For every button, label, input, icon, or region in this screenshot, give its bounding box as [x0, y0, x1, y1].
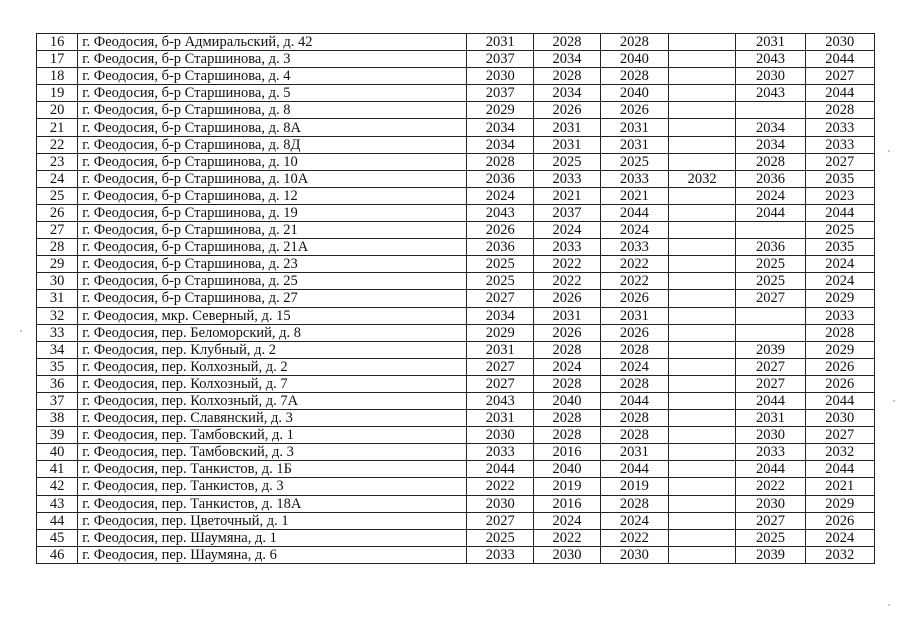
- year-cell-3: 2025: [600, 153, 668, 170]
- year-cell-1: 2022: [467, 478, 534, 495]
- year-cell-2: 2026: [534, 324, 600, 341]
- table-row: [37, 392, 875, 409]
- address-cell: г. Феодосия, пер. Шаумяна, д. 1: [78, 529, 467, 546]
- table-row: [37, 341, 875, 358]
- address-cell: г. Феодосия, б-р Старшинова, д. 3: [78, 51, 467, 68]
- year-cell-2: 2031: [534, 136, 600, 153]
- year-cell-3: 2031: [600, 444, 668, 461]
- year-cell-4: [668, 290, 735, 307]
- row-number-cell: 45: [37, 529, 78, 546]
- address-cell: г. Феодосия, б-р Старшинова, д. 10: [78, 153, 467, 170]
- year-cell-6: 2024: [805, 256, 874, 273]
- year-cell-4: [668, 341, 735, 358]
- year-cell-1: 2031: [467, 341, 534, 358]
- address-cell: г. Феодосия, пер. Колхозный, д. 7А: [78, 392, 467, 409]
- year-cell-6: 2023: [805, 187, 874, 204]
- year-cell-4: [668, 444, 735, 461]
- address-cell: г. Феодосия, б-р Адмиральский, д. 42: [78, 34, 467, 51]
- table-row: [37, 153, 875, 170]
- year-cell-1: 2030: [467, 68, 534, 85]
- year-cell-2: 2028: [534, 427, 600, 444]
- year-cell-1: 2034: [467, 307, 534, 324]
- table-row: [37, 461, 875, 478]
- row-number-cell: 43: [37, 495, 78, 512]
- address-cell: г. Феодосия, б-р Старшинова, д. 8Д: [78, 136, 467, 153]
- year-cell-6: 2028: [805, 324, 874, 341]
- year-cell-2: 2019: [534, 478, 600, 495]
- year-cell-4: [668, 136, 735, 153]
- year-cell-1: 2027: [467, 358, 534, 375]
- year-cell-4: [668, 256, 735, 273]
- year-cell-4: [668, 119, 735, 136]
- year-cell-3: 2026: [600, 324, 668, 341]
- row-number-cell: 33: [37, 324, 78, 341]
- year-cell-5: 2027: [736, 358, 805, 375]
- year-cell-2: 2031: [534, 307, 600, 324]
- table-row: [37, 427, 875, 444]
- table-row: [37, 222, 875, 239]
- address-cell: г. Феодосия, б-р Старшинова, д. 27: [78, 290, 467, 307]
- table-row: [37, 85, 875, 102]
- year-cell-6: 2024: [805, 273, 874, 290]
- address-cell: г. Феодосия, б-р Старшинова, д. 25: [78, 273, 467, 290]
- year-cell-6: 2026: [805, 375, 874, 392]
- year-cell-4: [668, 529, 735, 546]
- year-cell-4: [668, 68, 735, 85]
- year-cell-2: 2026: [534, 290, 600, 307]
- year-cell-3: 2026: [600, 102, 668, 119]
- year-cell-2: 2016: [534, 495, 600, 512]
- row-number-cell: 30: [37, 273, 78, 290]
- table-row: [37, 68, 875, 85]
- year-cell-1: 2034: [467, 136, 534, 153]
- address-cell: г. Феодосия, пер. Танкистов, д. 18А: [78, 495, 467, 512]
- year-cell-5: 2028: [736, 153, 805, 170]
- year-cell-1: 2025: [467, 273, 534, 290]
- address-cell: г. Феодосия, б-р Старшинова, д. 23: [78, 256, 467, 273]
- row-number-cell: 17: [37, 51, 78, 68]
- year-cell-6: 2030: [805, 410, 874, 427]
- table-row: [37, 51, 875, 68]
- year-cell-1: 2037: [467, 51, 534, 68]
- address-cell: г. Феодосия, пер. Тамбовский, д. 3: [78, 444, 467, 461]
- year-cell-2: 2022: [534, 256, 600, 273]
- year-cell-6: 2029: [805, 495, 874, 512]
- row-number-cell: 29: [37, 256, 78, 273]
- table-row: [37, 375, 875, 392]
- address-cell: г. Феодосия, пер. Шаумяна, д. 6: [78, 546, 467, 563]
- year-cell-1: 2029: [467, 102, 534, 119]
- address-cell: г. Феодосия, пер. Тамбовский, д. 1: [78, 427, 467, 444]
- year-cell-4: [668, 307, 735, 324]
- year-cell-6: 2021: [805, 478, 874, 495]
- year-cell-3: 2022: [600, 273, 668, 290]
- row-number-cell: 24: [37, 170, 78, 187]
- year-cell-3: 2044: [600, 461, 668, 478]
- year-cell-1: 2030: [467, 427, 534, 444]
- year-cell-1: 2043: [467, 392, 534, 409]
- year-cell-6: 2030: [805, 34, 874, 51]
- year-cell-2: 2022: [534, 529, 600, 546]
- year-cell-2: 2037: [534, 204, 600, 221]
- row-number-cell: 19: [37, 85, 78, 102]
- year-cell-1: 2036: [467, 170, 534, 187]
- year-cell-4: [668, 461, 735, 478]
- year-cell-6: 2033: [805, 136, 874, 153]
- table-row: [37, 290, 875, 307]
- year-cell-5: 2034: [736, 119, 805, 136]
- year-cell-2: 2021: [534, 187, 600, 204]
- row-number-cell: 34: [37, 341, 78, 358]
- year-cell-6: 2024: [805, 529, 874, 546]
- year-cell-4: [668, 153, 735, 170]
- year-cell-3: 2028: [600, 427, 668, 444]
- year-cell-5: 2027: [736, 375, 805, 392]
- year-cell-3: 2030: [600, 546, 668, 563]
- year-cell-5: [736, 324, 805, 341]
- year-cell-1: 2025: [467, 529, 534, 546]
- year-cell-6: 2044: [805, 85, 874, 102]
- year-cell-5: 2034: [736, 136, 805, 153]
- year-cell-4: [668, 102, 735, 119]
- year-cell-6: 2028: [805, 102, 874, 119]
- year-cell-4: [668, 324, 735, 341]
- address-cell: г. Феодосия, пер. Танкистов, д. 1Б: [78, 461, 467, 478]
- row-number-cell: 37: [37, 392, 78, 409]
- row-number-cell: 46: [37, 546, 78, 563]
- row-number-cell: 22: [37, 136, 78, 153]
- year-cell-5: 2024: [736, 187, 805, 204]
- year-cell-5: 2025: [736, 273, 805, 290]
- row-number-cell: 20: [37, 102, 78, 119]
- year-cell-4: [668, 358, 735, 375]
- year-cell-6: 2029: [805, 341, 874, 358]
- year-cell-4: [668, 204, 735, 221]
- year-cell-4: 2032: [668, 170, 735, 187]
- year-cell-5: 2025: [736, 529, 805, 546]
- year-cell-1: 2033: [467, 444, 534, 461]
- year-cell-2: 2024: [534, 358, 600, 375]
- year-cell-2: 2024: [534, 222, 600, 239]
- year-cell-3: 2024: [600, 358, 668, 375]
- year-cell-3: 2028: [600, 341, 668, 358]
- year-cell-5: [736, 222, 805, 239]
- scan-speck: [888, 150, 890, 152]
- year-cell-6: 2033: [805, 119, 874, 136]
- year-cell-1: 2034: [467, 119, 534, 136]
- table-row: [37, 273, 875, 290]
- year-cell-2: 2016: [534, 444, 600, 461]
- year-cell-4: [668, 410, 735, 427]
- table-row: [37, 512, 875, 529]
- row-number-cell: 41: [37, 461, 78, 478]
- year-cell-4: [668, 512, 735, 529]
- row-number-cell: 40: [37, 444, 78, 461]
- year-cell-5: 2039: [736, 546, 805, 563]
- year-cell-3: 2021: [600, 187, 668, 204]
- address-cell: г. Феодосия, б-р Старшинова, д. 21: [78, 222, 467, 239]
- table-row: [37, 324, 875, 341]
- address-cell: г. Феодосия, пер. Цветочный, д. 1: [78, 512, 467, 529]
- year-cell-5: 2030: [736, 427, 805, 444]
- address-cell: г. Феодосия, пер. Колхозный, д. 7: [78, 375, 467, 392]
- year-cell-2: 2040: [534, 461, 600, 478]
- table-row: [37, 204, 875, 221]
- year-cell-5: 2027: [736, 512, 805, 529]
- year-cell-5: 2031: [736, 34, 805, 51]
- year-cell-6: 2044: [805, 51, 874, 68]
- year-cell-4: [668, 478, 735, 495]
- top-edge-fragment: [136, 0, 226, 5]
- row-number-cell: 38: [37, 410, 78, 427]
- year-cell-4: [668, 392, 735, 409]
- year-cell-3: 2031: [600, 307, 668, 324]
- year-cell-6: 2026: [805, 512, 874, 529]
- year-cell-3: 2044: [600, 204, 668, 221]
- year-cell-1: 2027: [467, 375, 534, 392]
- year-cell-2: 2028: [534, 341, 600, 358]
- year-cell-1: 2024: [467, 187, 534, 204]
- year-cell-2: 2031: [534, 119, 600, 136]
- table-row: [37, 307, 875, 324]
- year-cell-3: 2028: [600, 410, 668, 427]
- table-row: [37, 136, 875, 153]
- address-cell: г. Феодосия, б-р Старшинова, д. 19: [78, 204, 467, 221]
- year-cell-3: 2028: [600, 68, 668, 85]
- year-cell-6: 2033: [805, 307, 874, 324]
- year-cell-1: 2037: [467, 85, 534, 102]
- table-row: [37, 444, 875, 461]
- year-cell-5: 2027: [736, 290, 805, 307]
- table-row: [37, 358, 875, 375]
- scan-speck: [888, 604, 890, 606]
- year-cell-2: 2026: [534, 102, 600, 119]
- year-cell-2: 2030: [534, 546, 600, 563]
- year-cell-2: 2028: [534, 375, 600, 392]
- row-number-cell: 21: [37, 119, 78, 136]
- year-cell-3: 2040: [600, 85, 668, 102]
- row-number-cell: 16: [37, 34, 78, 51]
- year-cell-5: [736, 307, 805, 324]
- year-cell-4: [668, 85, 735, 102]
- year-cell-4: [668, 187, 735, 204]
- year-cell-6: 2035: [805, 239, 874, 256]
- year-cell-5: 2043: [736, 51, 805, 68]
- year-cell-1: 2033: [467, 546, 534, 563]
- year-cell-5: 2031: [736, 410, 805, 427]
- year-cell-5: 2022: [736, 478, 805, 495]
- year-cell-2: 2024: [534, 512, 600, 529]
- year-cell-6: 2027: [805, 153, 874, 170]
- address-cell: г. Феодосия, б-р Старшинова, д. 4: [78, 68, 467, 85]
- year-cell-6: 2025: [805, 222, 874, 239]
- row-number-cell: 32: [37, 307, 78, 324]
- year-cell-3: 2040: [600, 51, 668, 68]
- address-cell: г. Феодосия, б-р Старшинова, д. 21А: [78, 239, 467, 256]
- year-cell-1: 2028: [467, 153, 534, 170]
- address-cell: г. Феодосия, б-р Старшинова, д. 10А: [78, 170, 467, 187]
- year-cell-1: 2031: [467, 410, 534, 427]
- address-cell: г. Феодосия, б-р Старшинова, д. 12: [78, 187, 467, 204]
- year-cell-6: 2026: [805, 358, 874, 375]
- year-cell-2: 2033: [534, 239, 600, 256]
- table-row: [37, 102, 875, 119]
- year-cell-5: 2025: [736, 256, 805, 273]
- year-cell-5: 2033: [736, 444, 805, 461]
- address-cell: г. Феодосия, пер. Беломорский, д. 8: [78, 324, 467, 341]
- year-cell-4: [668, 239, 735, 256]
- year-cell-3: 2028: [600, 34, 668, 51]
- year-cell-6: 2035: [805, 170, 874, 187]
- year-cell-6: 2044: [805, 204, 874, 221]
- year-cell-1: 2030: [467, 495, 534, 512]
- year-cell-3: 2026: [600, 290, 668, 307]
- row-number-cell: 25: [37, 187, 78, 204]
- table-row: [37, 256, 875, 273]
- address-cell: г. Феодосия, б-р Старшинова, д. 8А: [78, 119, 467, 136]
- row-number-cell: 31: [37, 290, 78, 307]
- year-cell-4: [668, 495, 735, 512]
- address-cell: г. Феодосия, пер. Славянский, д. 3: [78, 410, 467, 427]
- year-cell-1: 2027: [467, 290, 534, 307]
- year-cell-5: 2036: [736, 170, 805, 187]
- year-cell-5: [736, 102, 805, 119]
- year-cell-2: 2034: [534, 85, 600, 102]
- year-cell-3: 2022: [600, 256, 668, 273]
- row-number-cell: 42: [37, 478, 78, 495]
- year-cell-3: 2024: [600, 512, 668, 529]
- year-cell-4: [668, 427, 735, 444]
- table-row: [37, 495, 875, 512]
- year-cell-4: [668, 222, 735, 239]
- year-cell-6: 2029: [805, 290, 874, 307]
- year-cell-6: 2027: [805, 68, 874, 85]
- repair-schedule-table: [36, 33, 875, 564]
- year-cell-1: 2027: [467, 512, 534, 529]
- year-cell-1: 2036: [467, 239, 534, 256]
- year-cell-2: 2034: [534, 51, 600, 68]
- year-cell-2: 2040: [534, 392, 600, 409]
- table-body: [37, 34, 875, 564]
- year-cell-3: 2033: [600, 239, 668, 256]
- year-cell-1: 2043: [467, 204, 534, 221]
- year-cell-2: 2028: [534, 410, 600, 427]
- year-cell-2: 2033: [534, 170, 600, 187]
- year-cell-1: 2044: [467, 461, 534, 478]
- row-number-cell: 35: [37, 358, 78, 375]
- year-cell-5: 2039: [736, 341, 805, 358]
- table-row: [37, 119, 875, 136]
- year-cell-4: [668, 546, 735, 563]
- address-cell: г. Феодосия, мкр. Северный, д. 15: [78, 307, 467, 324]
- table-row: [37, 478, 875, 495]
- year-cell-6: 2032: [805, 546, 874, 563]
- year-cell-3: 2028: [600, 495, 668, 512]
- year-cell-3: 2031: [600, 136, 668, 153]
- row-number-cell: 36: [37, 375, 78, 392]
- year-cell-1: 2029: [467, 324, 534, 341]
- year-cell-2: 2022: [534, 273, 600, 290]
- year-cell-6: 2027: [805, 427, 874, 444]
- year-cell-1: 2026: [467, 222, 534, 239]
- table-row: [37, 546, 875, 563]
- year-cell-5: 2044: [736, 461, 805, 478]
- address-cell: г. Феодосия, б-р Старшинова, д. 8: [78, 102, 467, 119]
- year-cell-6: 2032: [805, 444, 874, 461]
- row-number-cell: 27: [37, 222, 78, 239]
- year-cell-2: 2028: [534, 34, 600, 51]
- year-cell-2: 2028: [534, 68, 600, 85]
- year-cell-5: 2043: [736, 85, 805, 102]
- year-cell-2: 2025: [534, 153, 600, 170]
- table-row: [37, 529, 875, 546]
- year-cell-3: 2024: [600, 222, 668, 239]
- address-cell: г. Феодосия, пер. Колхозный, д. 2: [78, 358, 467, 375]
- table-row: [37, 187, 875, 204]
- scan-speck: [20, 330, 22, 332]
- table-row: [37, 170, 875, 187]
- address-cell: г. Феодосия, пер. Клубный, д. 2: [78, 341, 467, 358]
- table-row: [37, 410, 875, 427]
- year-cell-3: 2031: [600, 119, 668, 136]
- year-cell-3: 2022: [600, 529, 668, 546]
- year-cell-1: 2031: [467, 34, 534, 51]
- table-row: [37, 239, 875, 256]
- year-cell-3: 2028: [600, 375, 668, 392]
- row-number-cell: 26: [37, 204, 78, 221]
- address-cell: г. Феодосия, б-р Старшинова, д. 5: [78, 85, 467, 102]
- scan-speck: [893, 400, 895, 402]
- year-cell-3: 2033: [600, 170, 668, 187]
- year-cell-4: [668, 375, 735, 392]
- year-cell-5: 2044: [736, 204, 805, 221]
- year-cell-6: 2044: [805, 461, 874, 478]
- year-cell-5: 2030: [736, 68, 805, 85]
- year-cell-3: 2044: [600, 392, 668, 409]
- year-cell-4: [668, 273, 735, 290]
- row-number-cell: 23: [37, 153, 78, 170]
- year-cell-4: [668, 51, 735, 68]
- year-cell-4: [668, 34, 735, 51]
- row-number-cell: 44: [37, 512, 78, 529]
- year-cell-5: 2044: [736, 392, 805, 409]
- address-cell: г. Феодосия, пер. Танкистов, д. 3: [78, 478, 467, 495]
- year-cell-1: 2025: [467, 256, 534, 273]
- row-number-cell: 39: [37, 427, 78, 444]
- table-row: [37, 34, 875, 51]
- row-number-cell: 28: [37, 239, 78, 256]
- year-cell-6: 2044: [805, 392, 874, 409]
- year-cell-5: 2036: [736, 239, 805, 256]
- year-cell-5: 2030: [736, 495, 805, 512]
- year-cell-3: 2019: [600, 478, 668, 495]
- row-number-cell: 18: [37, 68, 78, 85]
